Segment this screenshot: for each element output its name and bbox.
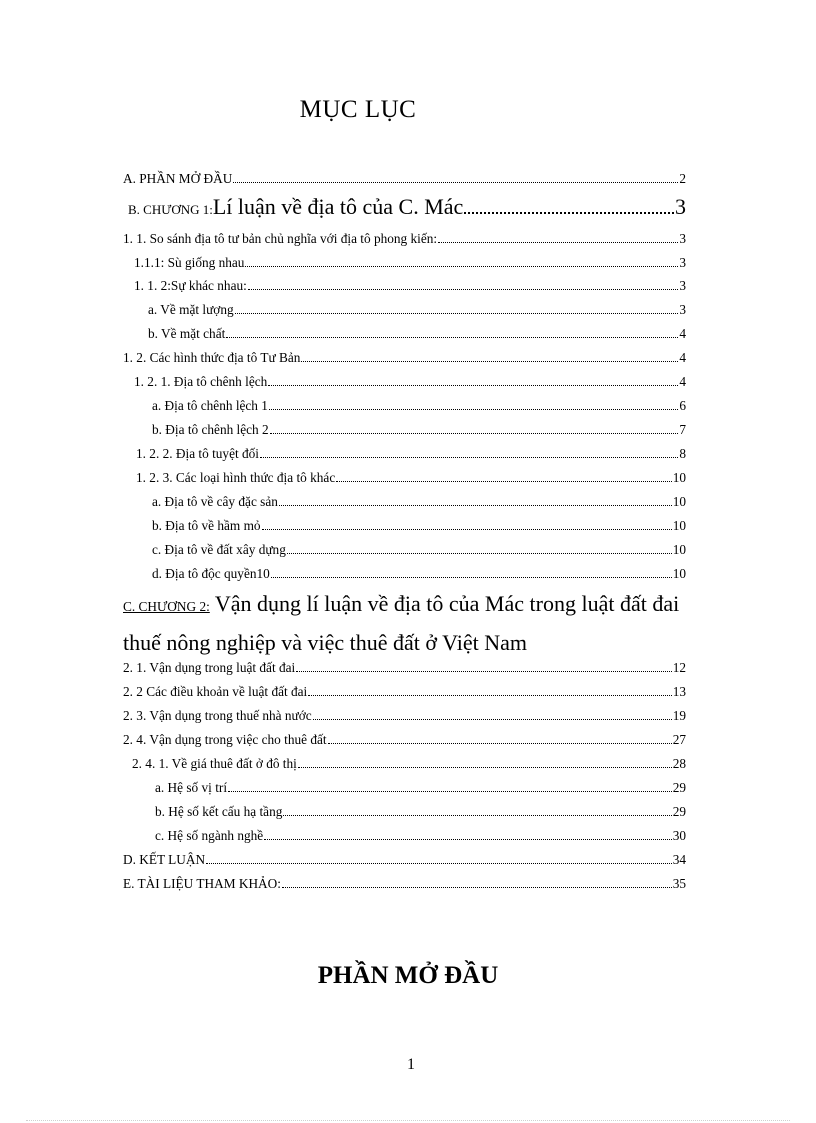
dot-leader [260,445,678,458]
dot-leader [271,565,672,578]
dot-leader [268,373,678,386]
toc-entry[interactable]: a. Về mặt lượng 3 [148,302,686,317]
dot-leader [270,421,679,434]
toc-entry[interactable]: 1. 2. 3. Các loại hình thức địa tô khác 10 [136,470,686,485]
toc-entry[interactable]: c. Địa tô về đất xây dựng 10 [152,542,686,557]
dot-leader [262,517,672,530]
toc-entry[interactable]: 2. 3. Vận dụng trong thuế nhà nước 19 [123,708,686,723]
dot-leader [296,659,671,672]
dot-leader [228,779,672,792]
toc-entry[interactable]: 1. 2. 2. Địa tô tuyệt đối 8 [136,446,686,461]
toc-entry[interactable]: a. Địa tô về cây đặc sản 10 [152,494,686,509]
toc-entry[interactable]: A. PHẦN MỞ ĐẦU 2 [123,171,686,186]
toc-entry[interactable]: a. Địa tô chênh lệch 1 6 [152,398,686,413]
toc-entry[interactable]: D. KẾT LUẬN 34 [123,852,686,867]
dot-leader [226,325,678,338]
section-heading: PHẦN MỞ ĐẦU [317,962,499,989]
dot-leader [279,493,672,506]
dot-leader [301,349,678,362]
toc-entry[interactable]: 1.1.1: Sù giống nhau 3 [134,255,686,270]
dot-leader [328,731,672,744]
toc-entry[interactable]: 1. 2. 1. Địa tô chênh lệch 4 [134,374,686,389]
toc-entry[interactable]: 1. 1. So sánh địa tô tư bản chủ nghĩa với địa tô phong kiến: 3 [123,231,686,246]
toc-entry[interactable]: 2. 4. Vận dụng trong việc cho thuê đất 27 [123,732,686,747]
dot-leader [464,197,674,214]
toc-entry[interactable]: b. Về mặt chất 4 [148,326,686,341]
toc-entry[interactable]: E. TÀI LIỆU THAM KHẢO: 35 [123,876,686,891]
toc-entry[interactable]: b. Địa tô về hầm mỏ 10 [152,518,686,533]
toc-entry[interactable]: b. Địa tô chênh lệch 2 7 [152,422,686,437]
dot-leader [298,755,672,768]
dot-leader [235,301,679,314]
dot-leader [245,254,678,267]
dot-leader [264,827,672,840]
page-number: 1 [407,1056,415,1073]
toc-entry[interactable]: d. Địa tô độc quyền10 10 [152,566,686,581]
dot-leader [233,170,678,183]
dot-leader [313,707,672,720]
chapter-title: Lí luận về địa tô của C. Mác [212,194,464,219]
dot-leader [283,803,671,816]
dot-leader [287,541,672,554]
dot-leader [308,683,671,696]
page-bottom-divider [26,1120,790,1121]
chapter-prefix: B. CHƯƠNG 1: [128,202,213,217]
chapter-title: Vận dụng lí luận về địa tô của Mác trong luật đất đai thuế nông nghiệp và việc thuê đất ở Việt Nam [123,591,680,655]
dot-leader [336,469,671,482]
dot-leader [269,397,678,410]
toc-entry[interactable]: 2. 1. Vận dụng trong luật đất đai 12 [123,660,686,675]
dot-leader [438,230,678,243]
toc-entry[interactable]: 2. 2 Các điều khoản về luật đất đai 13 [123,684,686,699]
toc-entry[interactable]: c. Hệ số ngành nghề 30 [155,828,686,843]
dot-leader [248,277,679,290]
chapter-prefix: C. CHƯƠNG 2: [123,599,210,614]
toc-entry[interactable]: 1. 1. 2:Sự khác nhau: 3 [134,278,686,293]
dot-leader [282,875,672,888]
toc-entry[interactable]: 2. 4. 1. Về giá thuê đất ở đô thị 28 [132,756,686,771]
dot-leader [206,851,672,864]
toc-entry[interactable]: b. Hệ số kết cấu hạ tầng 29 [155,804,686,819]
toc-entry[interactable]: a. Hệ số vị trí 29 [155,780,686,795]
toc-entry-chapter-2[interactable] [123,586,703,661]
toc-entry[interactable]: 1. 2. Các hình thức địa tô Tư Bản 4 [123,350,686,365]
toc-title: MỤC LỤC [299,96,417,123]
toc-entry-chapter-1[interactable]: B. CHƯƠNG 1:Lí luận về địa tô của C. Mác 3 [128,194,686,219]
